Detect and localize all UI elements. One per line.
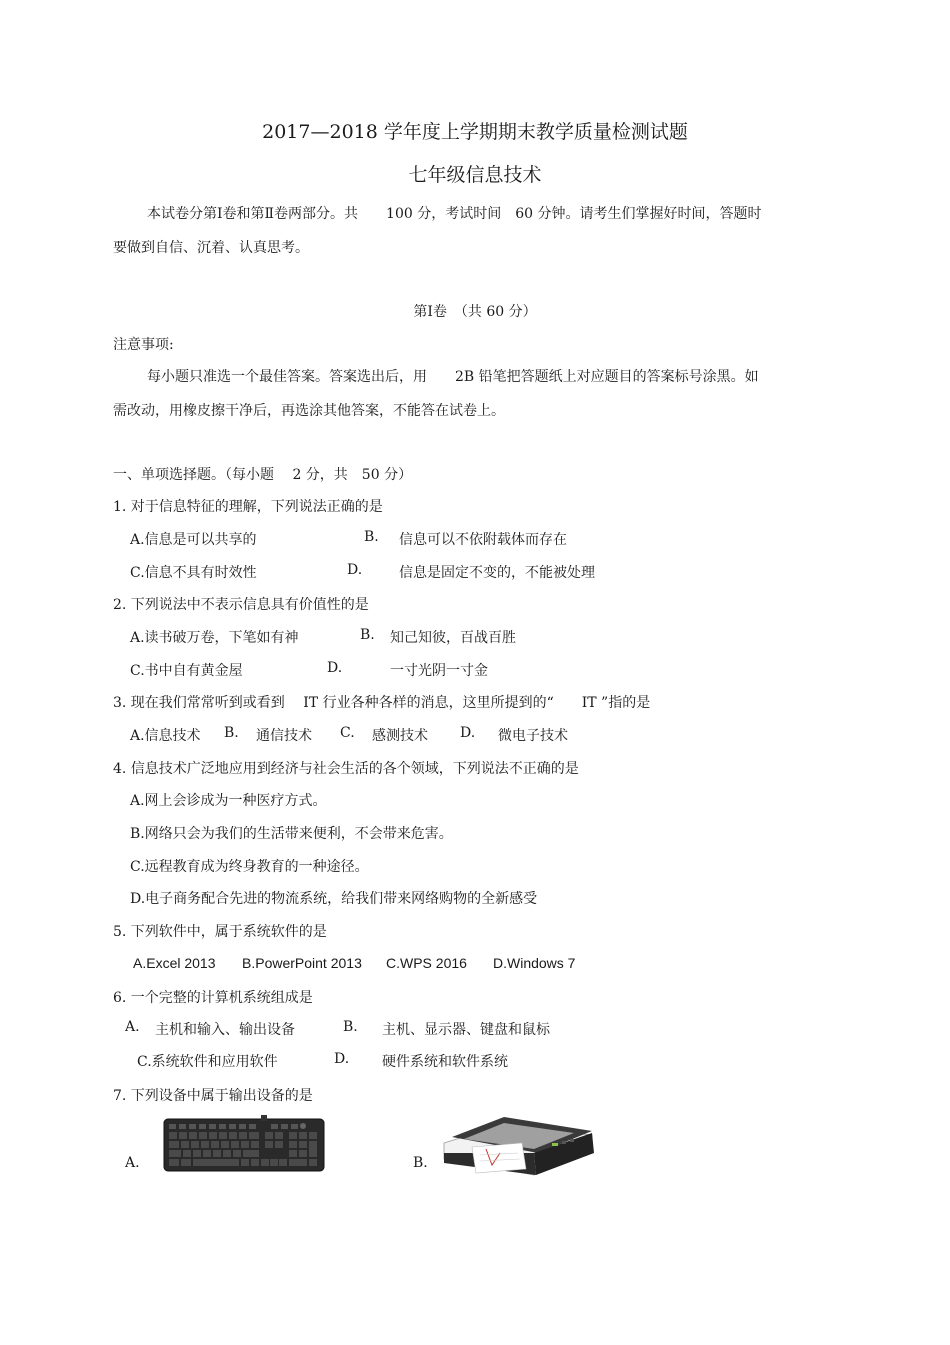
question-4-option-b: B.网络只会为我们的生活带来便利，不会带来危害。 bbox=[130, 826, 453, 842]
part1-heading: 第Ⅰ卷 （共 60 分） bbox=[413, 304, 537, 320]
question-1-option-d-letter: D. bbox=[347, 562, 363, 578]
question-1-option-c: C.信息不具有时效性 bbox=[130, 565, 257, 581]
question-4-option-a: A.网上会诊成为一种医疗方式。 bbox=[130, 793, 327, 809]
keyboard-icon bbox=[163, 1115, 325, 1173]
question-3-option-d-text: 微电子技术 bbox=[498, 728, 568, 744]
question-2-option-a: A.读书破万卷，下笔如有神 bbox=[130, 630, 299, 646]
notice-line-1: 每小题只准选一个最佳答案。答案选出后，用 2B 铅笔把答题纸上对应题目的答案标号涂黑。如 bbox=[147, 369, 759, 385]
question-5-stem: 5. 下列软件中，属于系统软件的是 bbox=[113, 924, 327, 940]
question-6-option-c: C.系统软件和应用软件 bbox=[137, 1054, 278, 1070]
question-6-option-a-letter: A. bbox=[125, 1019, 140, 1035]
question-1-option-a: A.信息是可以共享的 bbox=[130, 532, 257, 548]
question-3-option-b-letter: B. bbox=[224, 725, 239, 741]
question-3-stem: 3. 现在我们常常听到或看到 IT 行业各种各样的消息，这里所提到的“ IT ”指的是 bbox=[113, 695, 651, 711]
question-4-stem: 4. 信息技术广泛地应用到经济与社会生活的各个领域，下列说法不正确的是 bbox=[113, 761, 579, 777]
question-4-option-c: C.远程教育成为终身教育的一种途径。 bbox=[130, 859, 369, 875]
question-2-option-d-text: 一寸光阴一寸金 bbox=[390, 663, 488, 679]
question-6-option-b-letter: B. bbox=[343, 1019, 358, 1035]
question-6-option-d-text: 硬件系统和软件系统 bbox=[382, 1054, 508, 1070]
question-5-option-d: D.Windows 7 bbox=[493, 955, 576, 971]
question-3-option-a: A.信息技术 bbox=[130, 728, 201, 744]
section1-heading: 一、单项选择题。（每小题 2 分，共 50 分） bbox=[113, 467, 413, 483]
question-1-option-b-text: 信息可以不依附载体而存在 bbox=[399, 532, 567, 548]
question-3-option-c-text: 感测技术 bbox=[372, 728, 428, 744]
question-7-stem: 7. 下列设备中属于输出设备的是 bbox=[113, 1088, 313, 1104]
question-2-option-c: C.书中自有黄金屋 bbox=[130, 663, 243, 679]
question-1-stem: 1. 对于信息特征的理解，下列说法正确的是 bbox=[113, 499, 383, 515]
question-6-option-a-text: 主机和输入、输出设备 bbox=[155, 1022, 295, 1038]
question-2-option-b-text: 知己知彼，百战百胜 bbox=[390, 630, 516, 646]
question-2-option-b-letter: B. bbox=[360, 627, 375, 643]
scanner-icon bbox=[442, 1113, 597, 1179]
question-6-stem: 6. 一个完整的计算机系统组成是 bbox=[113, 990, 313, 1006]
question-7-option-a-letter: A. bbox=[125, 1155, 140, 1171]
question-5-option-c: C.WPS 2016 bbox=[386, 955, 467, 971]
notice-line-2: 需改动，用橡皮擦干净后，再选涂其他答案，不能答在试卷上。 bbox=[113, 403, 505, 419]
question-3-option-c-letter: C. bbox=[340, 725, 355, 741]
question-3-option-b-text: 通信技术 bbox=[256, 728, 312, 744]
question-7-option-b-letter: B. bbox=[413, 1155, 428, 1171]
question-1-option-b-letter: B. bbox=[364, 529, 379, 545]
question-4-option-d: D.电子商务配合先进的物流系统，给我们带来网络购物的全新感受 bbox=[130, 891, 538, 907]
notice-label: 注意事项: bbox=[113, 337, 174, 353]
question-5-option-b: B.PowerPoint 2013 bbox=[242, 955, 362, 971]
question-6-option-b-text: 主机、显示器、键盘和鼠标 bbox=[382, 1022, 550, 1038]
question-3-option-d-letter: D. bbox=[460, 725, 476, 741]
question-5-option-a: A.Excel 2013 bbox=[133, 955, 216, 971]
intro-line-1: 本试卷分第Ⅰ卷和第Ⅱ卷两部分。共 100 分，考试时间 60 分钟。请考生们掌握好时间，答题时 bbox=[147, 206, 762, 222]
exam-title: 2017—2018 学年度上学期期末教学质量检测试题 bbox=[262, 121, 688, 143]
question-2-option-d-letter: D. bbox=[327, 660, 343, 676]
intro-line-2: 要做到自信、沉着、认真思考。 bbox=[113, 240, 309, 256]
question-6-option-d-letter: D. bbox=[334, 1051, 350, 1067]
question-2-stem: 2. 下列说法中不表示信息具有价值性的是 bbox=[113, 597, 369, 613]
question-1-option-d-text: 信息是固定不变的，不能被处理 bbox=[399, 565, 595, 581]
exam-subtitle: 七年级信息技术 bbox=[408, 164, 542, 186]
